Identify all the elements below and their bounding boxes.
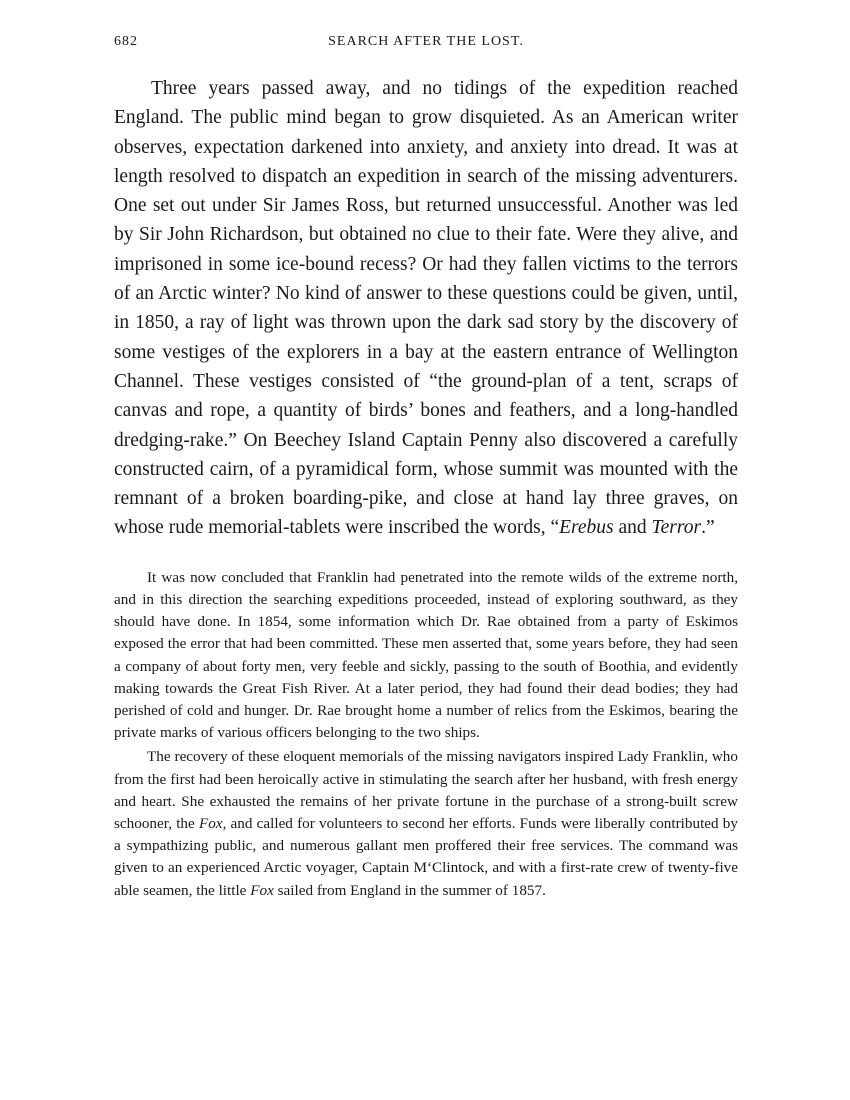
main-text-block [114, 74, 738, 543]
main-paragraph [114, 74, 738, 543]
ship-name-fox-second: Fox [250, 881, 274, 899]
book-page [114, 28, 738, 902]
small-paragraph-lady-franklin [114, 746, 738, 901]
paragraph-text-before: The recovery of these eloquent memorials of the missing navigators inspired Lady Franklin, who from the first had been heroically active in stimulating the search after her husband, with fresh energy and heart. She exhausted the remains of her private fortune in the purchase of a strong-built screw schooner, the [114, 748, 738, 832]
ship-name-terror: Terror [651, 517, 702, 539]
small-paragraph-franklin-north: It was now concluded that Franklin had penetrated into the remote wilds of the extreme north, and in this direction the searching expeditions proceeded, instead of exploring southward, as they should have done. In 1854, some information which Dr. Rae obtained from a party of Eskimos exposed the error that had been committed. These men asserted that, some years before, they had seen a company of about forty men, very feeble and sickly, passing to the south of Boothia, and evidently making towards the Great Fish River. At a later period, they had found their dead bodies; they had perished of cold and hunger. Dr. Rae brought home a number of relics from the Eskimos, bearing the private marks of various officers belonging to the two ships. [114, 568, 738, 742]
ship-name-erebus: Erebus [559, 517, 614, 539]
paragraph-text-after: sailed from England in the summer of 1857. [273, 881, 546, 899]
page-number: 682 [114, 34, 138, 49]
main-paragraph-text: Three years passed away, and no tidings of the expedition reached England. The public mind began to grow disquieted. As an American writer observes, expectation darkened into anxiety, and anxiety into dread. It was at length resolved to dispatch an expedition in search of the missing adventurers. One set out under Sir James Ross, but returned unsuccessful. Another was led by Sir John Richardson, but obtained no clue to their fate. Were they alive, and imprisoned in some ice-bound recess? Or had they fallen victims to the terrors of an Arctic winter? No kind of answer to these questions could be given, until, in 1850, a ray of light was thrown upon the dark sad story by the discovery of some vestiges of the explorers in a bay at the eastern entrance of Wellington Channel. These vestiges consisted of “the ground-plan of a tent, scraps of canvas and rope, a quantity of birds’ bones and feathers, and a long-handled dredging-rake.” On Beechey Island Captain Penny also discovered a carefully constructed cairn, of a pyramidical form, whose summit was mounted with the remnant of a broken boarding-pike, and close at hand lay three graves, on whose rude memorial-tablets were inscribed the words, “ [114, 78, 738, 539]
ship-name-fox: Fox [198, 814, 223, 832]
small-text-block [114, 567, 738, 902]
closing-quote: .” [701, 517, 715, 539]
conjunction-text: and [613, 517, 652, 539]
running-title: SEARCH AFTER THE LOST. [328, 34, 524, 49]
paragraph-text-middle: , and called for volunteers to second her efforts. Funds were liberally contributed by a sympathizing public, and numerous gallant men proffered their free services. The command was given to an experienced Arctic voyager, Captain M‘Clintock, and with a first-rate crew of twenty-five able seamen, the little [114, 814, 738, 899]
running-head [114, 28, 738, 52]
